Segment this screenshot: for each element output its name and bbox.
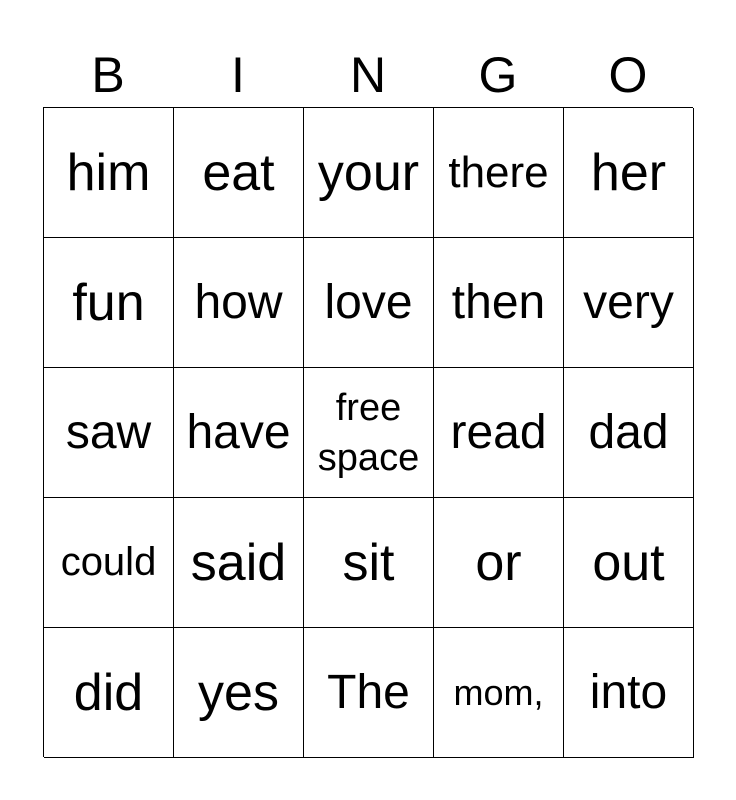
cell-word: how xyxy=(194,276,283,329)
cell-word: then xyxy=(451,276,546,329)
cell-word: yes xyxy=(198,663,279,722)
bingo-cell-r5c4[interactable] xyxy=(434,628,564,758)
bingo-cell-r2c4[interactable] xyxy=(434,238,564,368)
cell-word: out xyxy=(592,533,665,592)
bingo-header xyxy=(43,42,693,108)
cell-word: could xyxy=(60,540,157,584)
cell-word: or xyxy=(475,533,522,592)
bingo-cell-r4c4[interactable] xyxy=(434,498,564,628)
bingo-cell-r3c4[interactable] xyxy=(434,368,564,498)
header-letter-g: G xyxy=(478,47,518,103)
bingo-cell-r2c1[interactable] xyxy=(44,238,174,368)
cell-word: mom, xyxy=(453,671,544,713)
bingo-cell-r4c3[interactable] xyxy=(304,498,434,628)
cell-word: fun xyxy=(72,273,145,332)
bingo-cell-r5c5[interactable] xyxy=(564,628,694,758)
cell-word: her xyxy=(590,143,667,202)
cell-word: dad xyxy=(588,406,669,459)
bingo-cell-r1c2[interactable] xyxy=(174,108,304,238)
cell-word: read xyxy=(450,406,547,459)
bingo-cell-r3c2[interactable] xyxy=(174,368,304,498)
bingo-cell-r1c4[interactable] xyxy=(434,108,564,238)
cell-word: your xyxy=(317,143,420,202)
cell-word: said xyxy=(190,533,287,592)
bingo-cell-r1c1[interactable] xyxy=(44,108,174,238)
cell-word: free space xyxy=(317,386,420,479)
bingo-board xyxy=(43,107,693,757)
bingo-cell-r1c3[interactable] xyxy=(304,108,434,238)
cell-word: very xyxy=(583,276,674,329)
cell-word: him xyxy=(66,143,151,202)
cell-word: saw xyxy=(65,406,152,459)
cell-word: did xyxy=(73,663,144,722)
bingo-cell-r4c5[interactable] xyxy=(564,498,694,628)
cell-word: into xyxy=(589,666,668,719)
header-letter-o: O xyxy=(608,47,648,103)
bingo-cell-r1c5[interactable] xyxy=(564,108,694,238)
bingo-cell-free-space[interactable] xyxy=(304,368,434,498)
header-letter-i: I xyxy=(231,47,245,103)
bingo-cell-r5c2[interactable] xyxy=(174,628,304,758)
bingo-cell-r2c3[interactable] xyxy=(304,238,434,368)
header-letter-n: N xyxy=(349,47,387,103)
cell-word: there xyxy=(448,147,549,197)
cell-word: eat xyxy=(202,143,275,202)
bingo-cell-r3c1[interactable] xyxy=(44,368,174,498)
bingo-cell-r2c2[interactable] xyxy=(174,238,304,368)
bingo-cell-r4c2[interactable] xyxy=(174,498,304,628)
cell-word: love xyxy=(324,276,413,329)
bingo-cell-r5c1[interactable] xyxy=(44,628,174,758)
cell-word: sit xyxy=(342,533,395,592)
bingo-cell-r5c3[interactable] xyxy=(304,628,434,758)
cell-word: have xyxy=(186,406,291,459)
cell-word: The xyxy=(327,666,410,719)
header-letter-b: B xyxy=(91,47,125,103)
bingo-cell-r2c5[interactable] xyxy=(564,238,694,368)
bingo-cell-r4c1[interactable] xyxy=(44,498,174,628)
bingo-cell-r3c5[interactable] xyxy=(564,368,694,498)
